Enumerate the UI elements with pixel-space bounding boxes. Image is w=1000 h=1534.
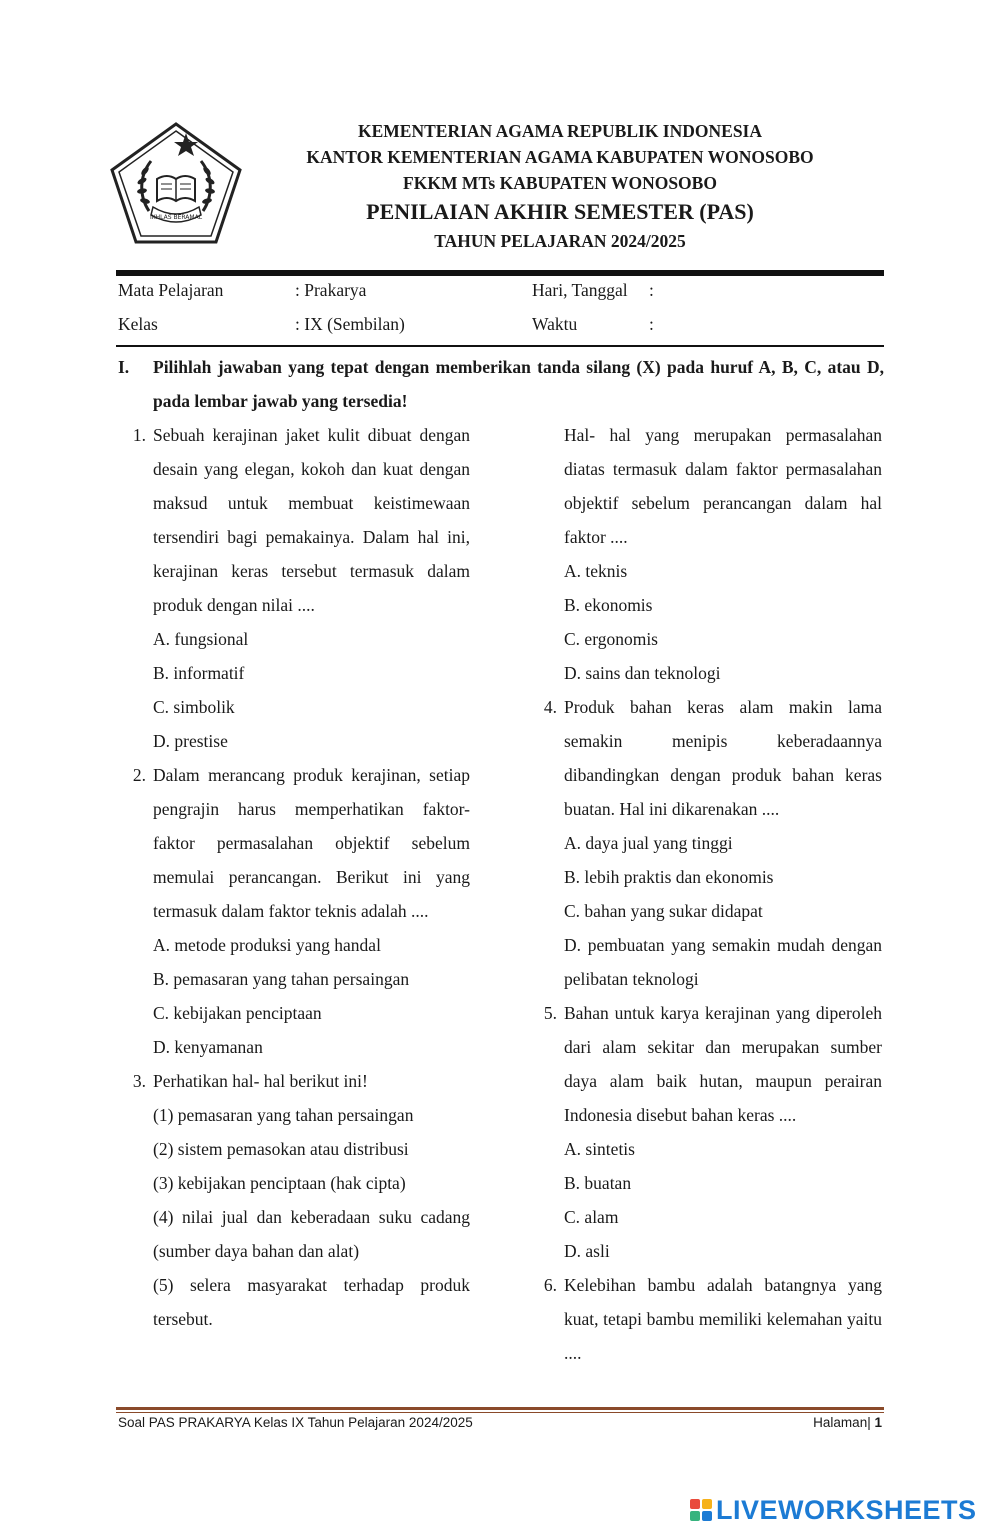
- question-4: [543, 690, 882, 996]
- option-c[interactable]: C. bahan yang sukar didapat: [564, 901, 763, 921]
- option-b[interactable]: B. lebih praktis dan ekonomis: [564, 867, 774, 887]
- time-label: Waktu: [532, 314, 578, 334]
- option-b[interactable]: B. buatan: [564, 1173, 632, 1193]
- question-text: Produk bahan keras alam makin lama semakin menipis keberadaannya dibandingkan dengan produk bahan keras buatan. Hal ini dikarenakan ....: [564, 697, 882, 819]
- option-c[interactable]: C. alam: [564, 1207, 619, 1227]
- time-value: :: [649, 314, 654, 334]
- day-label: Hari, Tanggal: [532, 280, 628, 300]
- class-value: : IX (Sembilan): [295, 314, 405, 334]
- liveworksheets-logo-icon: [690, 1499, 712, 1521]
- option-d[interactable]: D. kenyamanan: [153, 1037, 263, 1057]
- page-number: 1: [874, 1415, 882, 1430]
- section-instruction: [118, 350, 884, 418]
- footer-title: Soal PAS PRAKARYA Kelas IX Tahun Pelajaran 2024/2025: [118, 1415, 473, 1430]
- question-text: Kelebihan bambu adalah batangnya yang kuat, tetapi bambu memiliki kelemahan yaitu ....: [564, 1275, 882, 1363]
- logo-square-yellow: [702, 1499, 712, 1509]
- left-column: [132, 418, 470, 1336]
- kemenag-logo: [109, 121, 243, 245]
- subject-value: : Prakarya: [295, 280, 367, 300]
- question-number: 5.: [543, 1003, 557, 1023]
- option-d[interactable]: D. sains dan teknologi: [564, 663, 721, 683]
- header-divider: [116, 270, 884, 276]
- question-text: Dalam merancang produk kerajinan, setiap pengrajin harus memperhatikan faktor- faktor permasalahan objektif sebelum memulai perancangan. Berikut ini yang termasuk dalam faktor teknis adalah ....: [153, 765, 470, 921]
- question-number: 2.: [132, 765, 146, 785]
- day-value: :: [649, 280, 654, 300]
- logo-square-green: [690, 1511, 700, 1521]
- document-header: [230, 118, 890, 255]
- statement-2: (2) sistem pemasokan atau distribusi: [153, 1139, 409, 1159]
- option-a[interactable]: A. metode produksi yang handal: [153, 935, 381, 955]
- option-d[interactable]: D. asli: [564, 1241, 610, 1261]
- question-number: 6.: [543, 1275, 557, 1295]
- academic-year: TAHUN PELAJARAN 2024/2025: [434, 231, 686, 251]
- question-number: 4.: [543, 697, 557, 717]
- logo-square-blue: [702, 1511, 712, 1521]
- statement-4: (4) nilai jual dan keberadaan suku cadang (sumber daya bahan dan alat): [153, 1207, 470, 1261]
- question-2: [132, 758, 470, 1064]
- option-b[interactable]: B. informatif: [153, 663, 245, 683]
- option-a[interactable]: A. teknis: [564, 561, 628, 581]
- footer-divider-thin: [116, 1412, 884, 1413]
- question-text: Sebuah kerajinan jaket kulit dibuat dengan desain yang elegan, kokoh dan kuat dengan maksud untuk membuat keistimewaan tersendiri bagi pemakainya. Dalam hal ini, kerajinan keras tersebut termasuk dalam produk dengan nilai ....: [153, 425, 470, 615]
- subject-label: Mata Pelajaran: [118, 280, 224, 300]
- section-number: I.: [118, 357, 130, 377]
- liveworksheets-brand: LIVEWORKSHEETS: [716, 1494, 977, 1525]
- instruction-text: Pilihlah jawaban yang tepat dengan memberikan tanda silang (X) pada huruf A, B, C, atau D, pada lembar jawab yang tersedia!: [153, 357, 884, 411]
- footer-page: [813, 1415, 882, 1430]
- question-number: 1.: [132, 425, 146, 445]
- statement-3: (3) kebijakan penciptaan (hak cipta): [153, 1173, 406, 1193]
- page-label: Halaman|: [813, 1415, 871, 1430]
- logo-square-red: [690, 1499, 700, 1509]
- option-a[interactable]: A. fungsional: [153, 629, 249, 649]
- question-3-continued: [564, 418, 882, 690]
- option-a[interactable]: A. sintetis: [564, 1139, 635, 1159]
- ministry-title: KEMENTERIAN AGAMA REPUBLIK INDONESIA: [357, 121, 762, 141]
- question-1: [132, 418, 470, 758]
- option-c[interactable]: C. ergonomis: [564, 629, 658, 649]
- organization-title: FKKM MTs KABUPATEN WONOSOBO: [403, 173, 717, 193]
- statement-5: (5) selera masyarakat terhadap produk tersebut.: [153, 1275, 470, 1329]
- option-d[interactable]: D. prestise: [153, 731, 228, 751]
- info-divider: [116, 345, 884, 347]
- question-text: Bahan untuk karya kerajinan yang diperoleh dari alam sekitar dan merupakan sumber daya alam baik hutan, maupun perairan Indonesia disebut bahan keras ....: [564, 1003, 882, 1125]
- class-label: Kelas: [118, 314, 158, 334]
- question-text: Hal- hal yang merupakan permasalahan diatas termasuk dalam faktor permasalahan objektif sebelum perancangan dalam hal faktor ....: [564, 425, 882, 547]
- exam-title: PENILAIAN AKHIR SEMESTER (PAS): [366, 199, 754, 224]
- question-6: [543, 1268, 882, 1370]
- svg-text:IKHLAS BERAMAL: IKHLAS BERAMAL: [149, 214, 203, 221]
- footer-divider: [116, 1407, 884, 1410]
- option-d[interactable]: D. pembuatan yang semakin mudah dengan pelibatan teknologi: [564, 935, 882, 989]
- statement-1: (1) pemasaran yang tahan persaingan: [153, 1105, 414, 1125]
- question-number: 3.: [132, 1071, 146, 1091]
- right-column: [543, 418, 882, 1370]
- question-5: [543, 996, 882, 1268]
- question-3: [132, 1064, 470, 1336]
- option-c[interactable]: C. simbolik: [153, 697, 235, 717]
- option-b[interactable]: B. ekonomis: [564, 595, 653, 615]
- question-text: Perhatikan hal- hal berikut ini!: [153, 1071, 368, 1091]
- option-a[interactable]: A. daya jual yang tinggi: [564, 833, 733, 853]
- liveworksheets-watermark[interactable]: [690, 1493, 977, 1527]
- office-title: KANTOR KEMENTERIAN AGAMA KABUPATEN WONOSOBO: [306, 147, 814, 167]
- option-c[interactable]: C. kebijakan penciptaan: [153, 1003, 322, 1023]
- option-b[interactable]: B. pemasaran yang tahan persaingan: [153, 969, 410, 989]
